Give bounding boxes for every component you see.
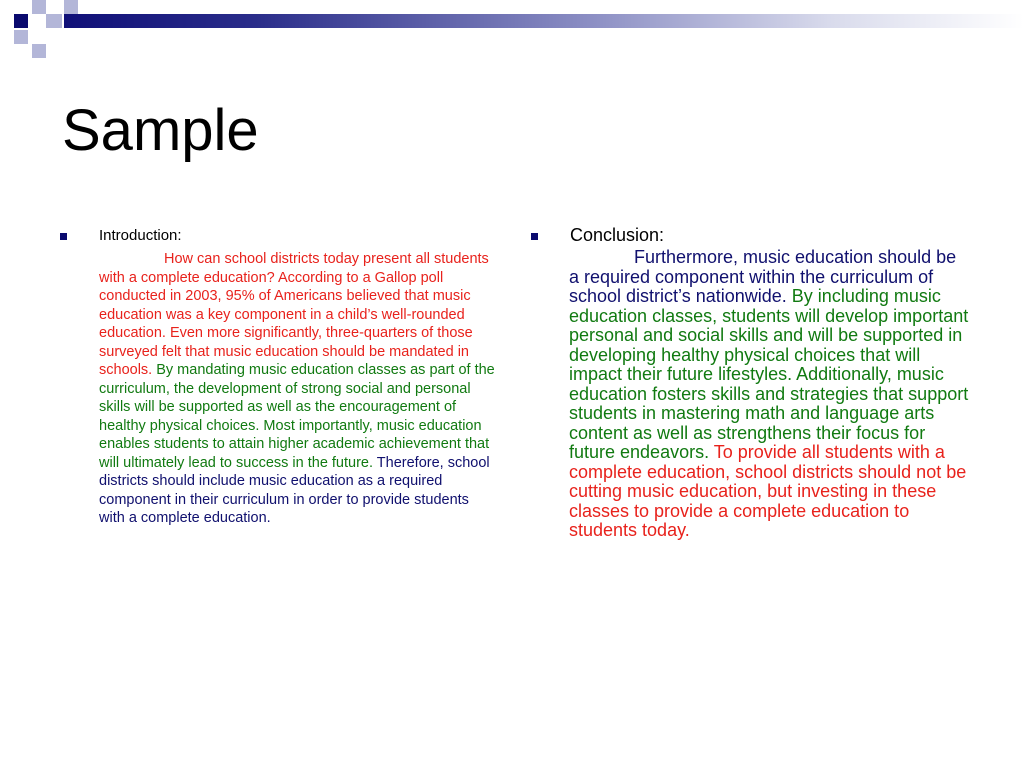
conclusion-bullet-row <box>531 222 971 248</box>
conclusion-text-navy: Furthermore, music education should be a required component within the curriculum of school district’s nationwide. <box>569 247 957 306</box>
conclusion-column <box>531 222 971 541</box>
introduction-paragraph <box>99 250 496 528</box>
conclusion-paragraph <box>569 248 971 541</box>
header-square-decoration <box>64 0 78 14</box>
header-square-decoration <box>46 14 62 28</box>
introduction-bullet-row <box>60 222 496 250</box>
conclusion-text-red: To provide all students with a complete education, school districts should not be cutting music education, but investing in these classes to provide a complete education to students today. <box>569 442 967 540</box>
introduction-text-navy: Therefore, school districts should include music education as a required component in their curriculum in order to provide students with a complete education. <box>99 454 490 526</box>
header-square-decoration <box>14 14 28 28</box>
header-square-decoration <box>32 44 46 58</box>
square-bullet-icon <box>60 233 67 240</box>
square-bullet-icon <box>531 233 538 240</box>
header-gradient-bar <box>64 14 1024 28</box>
header-square-decoration <box>14 30 28 44</box>
header-square-decoration <box>32 14 46 28</box>
introduction-text-red: How can school districts today present all students with a complete education? According to a Gallop poll conducted in 2003, 95% of Americans believed that music education was a key component in a child’s well-rounded education. Even more significantly, three-quarters of those surveyed felt that music education should be mandated in schools. <box>99 251 489 378</box>
introduction-heading: Introduction: <box>99 227 182 244</box>
introduction-text-green: By mandating music education classes as part of the curriculum, the development of strong social and personal skills will be supported as well as the encouragement of healthy physical choices. Most importantly, music education enables students to attain higher academic achievement that will ultimately lead to success in the future. <box>99 362 495 471</box>
conclusion-text-green: By including music education classes, students will develop important personal and social skills and will be supported in developing healthy physical choices that will impact their future lifestyles. Additionally, music education fosters skills and strategies that support students in mastering math and language arts content as well as strengthens their focus for future endeavors. <box>569 286 969 462</box>
slide-title: Sample <box>62 98 259 163</box>
introduction-column <box>60 222 496 528</box>
conclusion-heading: Conclusion: <box>570 225 665 245</box>
header-square-decoration <box>32 0 46 14</box>
